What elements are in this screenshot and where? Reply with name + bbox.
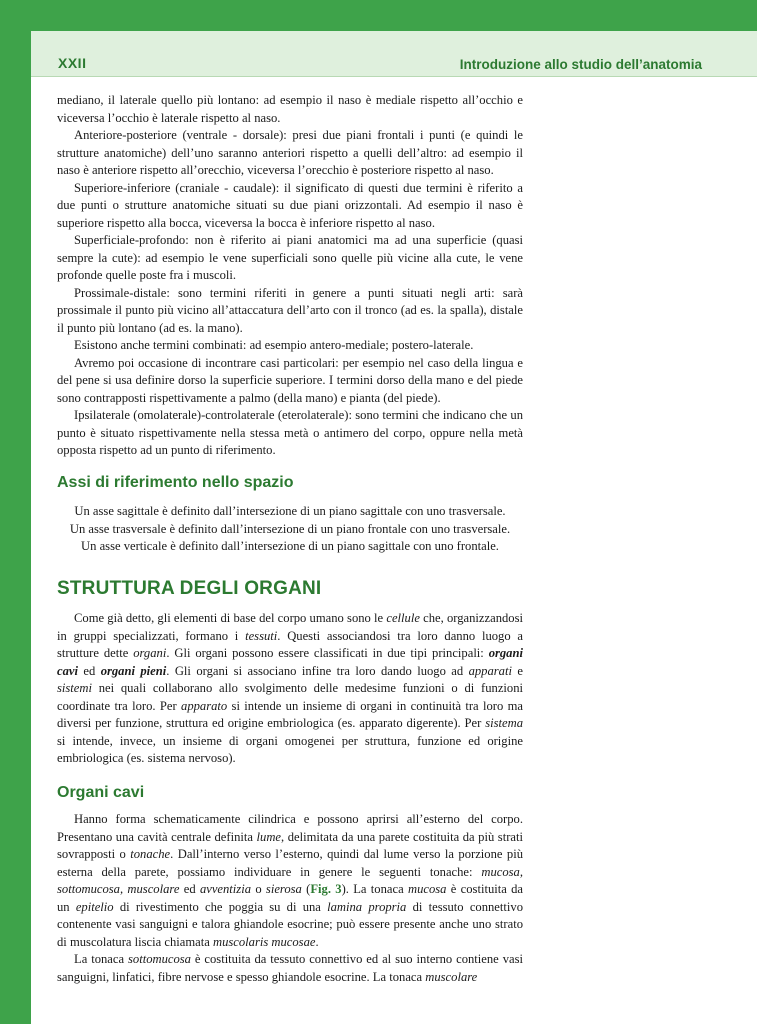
paragraph: Superficiale-profondo: non è riferito ai piani anatomici ma ad una superficie (quasi sempre la cute): ad esempio le vene superficiali sono quelle più vicine alla cute, le vene profonde quelle poste fra i muscoli. bbox=[57, 233, 523, 282]
paragraph: Esistono anche termini combinati: ad esempio antero-mediale; postero-laterale. bbox=[74, 338, 474, 352]
term-apparato: apparato bbox=[181, 698, 228, 713]
text-run: ed bbox=[83, 663, 96, 678]
term-mucosa: mucosa bbox=[407, 882, 447, 896]
text-run: è costituita da un bbox=[57, 882, 524, 914]
section-heading-assi: Assi di riferimento nello spazio bbox=[57, 473, 294, 491]
term-sottomucosa: sottomucosa bbox=[128, 952, 191, 966]
paragraph: Anteriore-posteriore (ventrale - dorsale): presi due piani frontali i punti (e quindi le strutture anatomiche) dell’uno saranno anteriori rispetto a quelli dell’altro: ad esempio il naso è anteriore rispetto all’orecchio, viceversa l’orecchio è posteriore rispetto al naso. bbox=[57, 128, 523, 177]
term-avventizia: avventizia bbox=[199, 882, 251, 896]
term-tessuti: tessuti bbox=[245, 628, 278, 643]
section-heading-organi-cavi: Organi cavi bbox=[57, 783, 145, 801]
term-muscolaris-mucosae: muscolaris mucosae bbox=[212, 934, 316, 949]
text-run: . Questi associandosi tra loro danno luogo a strutture dette bbox=[57, 628, 523, 660]
text-run: La tonaca bbox=[74, 952, 125, 966]
text-run: , delimitata da una parete costituita da più strati sovrapposti o bbox=[57, 829, 523, 861]
text-run: o bbox=[255, 882, 262, 896]
running-title: Introduzione allo studio dell’anatomia bbox=[459, 57, 702, 72]
paragraph: Un asse verticale è definito dall’intersezione di un piano sagittale con uno frontale. bbox=[81, 539, 499, 553]
text-run: . Dall’interno verso l’esterno, quindi dal lume verso la porzione più esterna della parete, possiamo individuare in genere le seguenti tonache: bbox=[57, 847, 523, 879]
text-run: ed bbox=[183, 882, 196, 896]
text-run: e bbox=[517, 663, 523, 678]
text-run: ). La tonaca bbox=[341, 882, 404, 896]
paragraph bbox=[57, 951, 523, 986]
term-lamina-propria: lamina propria bbox=[327, 899, 407, 914]
term-muscolare: muscolare bbox=[425, 969, 478, 984]
text-run: di rivestimento che poggia su di una bbox=[119, 899, 321, 914]
text-run: nei quali collaborano allo svolgimento delle medesime funzioni o di funzioni coordinate tra loro. Per bbox=[57, 681, 523, 713]
term-epitelio: epitelio bbox=[75, 899, 114, 914]
paragraph: Avremo poi occasione di incontrare casi particolari: per esempio nel caso della lingua e del pene si usa definire dorso la superficie superiore. I termini dorso della mano e del piede sono contrapposti rispettivamente a palmo (della mano) e pianta (del piede). bbox=[57, 355, 523, 405]
paragraph: Superiore-inferiore (craniale - caudale): il significato di questi due termini è riferito a due punti o strutture anatomiche situati su due piani orizzontali. Ad esempio il naso è superiore rispetto alla bocca, viceversa la bocca è inferiore rispetto al naso. bbox=[57, 180, 523, 230]
text-run: si intende un insieme di organi in continuità tra loro ma diversi per funzione, struttura ed origine embriologica (es. apparato digerente). Per bbox=[57, 698, 523, 730]
paragraph: mediano, il laterale quello più lontano: ad esempio il naso è mediale rispetto all’occhio e viceversa l’occhio è laterale rispetto al naso. bbox=[57, 93, 523, 125]
term-organi-pieni: organi pieni bbox=[100, 663, 167, 678]
text-run: di tessuto connettivo contenente vasi sanguigni e talora ghiandole esocrine; può essere presente anche uno strato di muscolatura liscia chiamata bbox=[57, 899, 523, 949]
term-sistema: sistema bbox=[485, 716, 524, 730]
page-number: XXII bbox=[58, 55, 87, 71]
chapter-heading-struttura: STRUTTURA DEGLI ORGANI bbox=[57, 577, 322, 599]
left-color-band bbox=[0, 0, 31, 1024]
text-run: . Gli organi possono essere classificati in due tipi principali: bbox=[166, 646, 484, 660]
term-cellule: cellule bbox=[386, 611, 420, 625]
text-run: che, organizzandosi in gruppi specializzati, formano i bbox=[57, 611, 523, 643]
text-run: . bbox=[315, 934, 319, 949]
text-run: è costituita da tessuto connettivo ed al suo interno contiene vasi sanguigni, linfatici, fibre nervose e spesso ghiandole esocrine. La tonaca bbox=[57, 952, 523, 984]
text-run: . Gli organi si associano infine tra loro dando luogo ad bbox=[166, 663, 464, 678]
header-rule bbox=[31, 76, 757, 77]
term-sierosa: sierosa bbox=[265, 882, 302, 896]
paragraph: Ipsilaterale (omolaterale)-controlaterale (eterolaterale): sono termini che indicano che un punto è situato rispettivamente nella stessa metà o antimero del corpo, oppure nella metà opposta rispetto ad un punto di riferimento. bbox=[57, 408, 523, 457]
figure-reference-link[interactable]: Fig. 3 bbox=[310, 882, 342, 896]
term-organi: organi bbox=[133, 646, 167, 660]
page-body bbox=[57, 92, 523, 986]
text-run: si intende, invece, un insieme di organi omogenei per struttura, funzione ed origine embriologica (es. sistema nervoso). bbox=[57, 733, 523, 765]
term-sistemi: sistemi bbox=[57, 681, 92, 695]
paragraph: Prossimale-distale: sono termini riferiti in genere a punti situati negli arti: sarà prossimale il punto più vicino all’attaccatura dell’arto con il tronco (ad es. la spalla), distale il punto più lontano (ad es. la mano). bbox=[57, 285, 523, 335]
text-run: Come già detto, gli elementi di base del corpo umano sono le bbox=[74, 611, 384, 625]
paragraph: Un asse trasversale è definito dall’intersezione di un piano frontale con uno trasversale. bbox=[69, 521, 511, 536]
text-run: Hanno forma schematicamente cilindrica e possono aprirsi all’esterno del corpo. Presentano una cavità centrale definita bbox=[57, 812, 523, 844]
term-tonache: tonache bbox=[130, 847, 171, 861]
top-color-band bbox=[0, 0, 757, 31]
paragraph: Hanno forma schematicamente cilindrica e possono aprirsi all’esterno del corpo. Presentano una cavità centrale definita lume, delimitata da una parete costituita da più strati sovrapposti o tonache. Dall’interno verso l’esterno, quindi dal lume verso la porzione più esterna della parete, possiamo individuare in genere le seguenti tonache: mucosa, sottomucosa, muscolare ed avventizia o sierosa (Fig. 3). La tonaca mucosa è costituita da un epitelio di rivestimento che poggia su di una lamina propria di tessuto connettivo contenente vasi sanguigni e talora ghiandole esocrine; può essere presente anche uno strato di muscolatura liscia chiamata muscolaris mucosae. bbox=[57, 812, 524, 949]
paragraph bbox=[57, 610, 523, 768]
term-tonache-list: mucosa, sottomucosa, muscolare bbox=[57, 864, 523, 896]
term-apparati: apparati bbox=[468, 663, 512, 678]
term-lume: lume bbox=[256, 829, 282, 844]
paragraph: Un asse sagittale è definito dall’intersezione di un piano sagittale con uno trasversale. bbox=[74, 504, 506, 518]
term-organi-cavi: organi cavi bbox=[57, 646, 523, 678]
